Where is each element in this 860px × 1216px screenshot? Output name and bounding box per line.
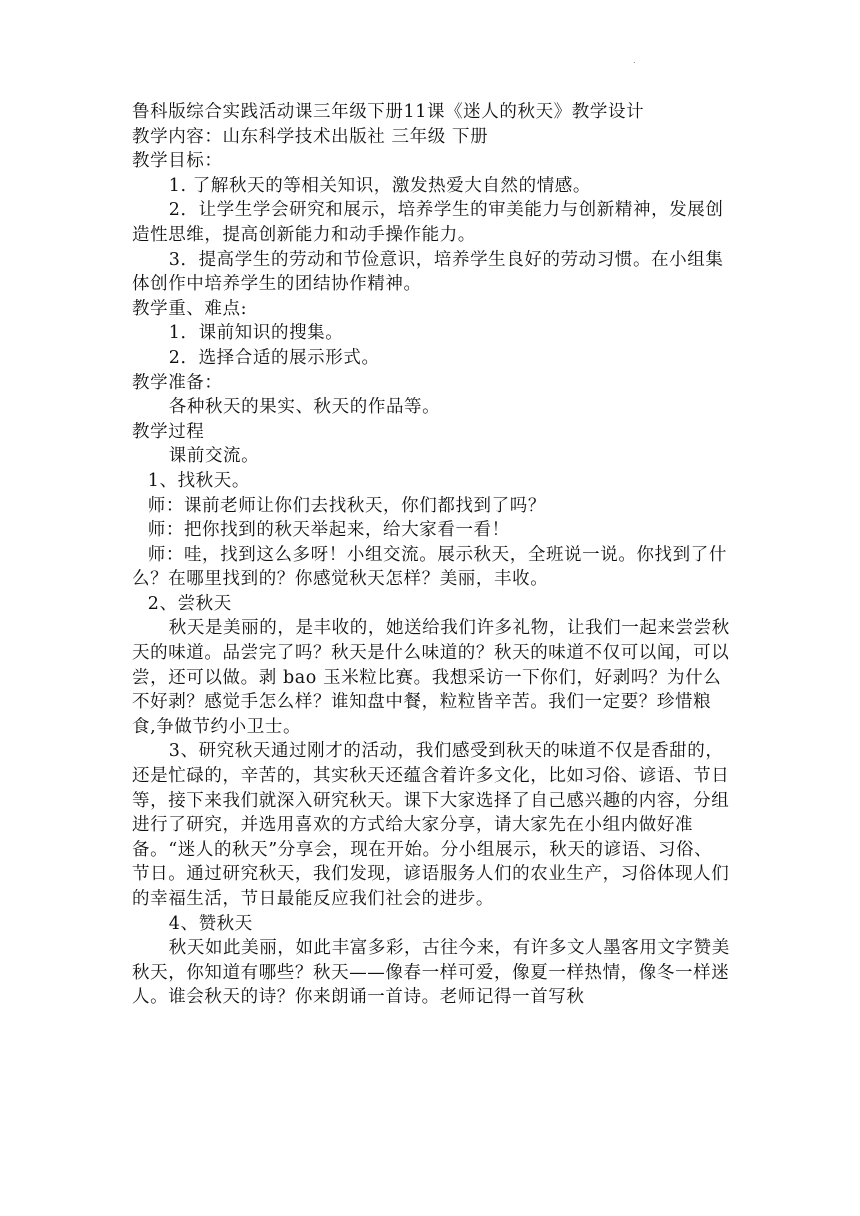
section-paragraph: 秋天是美丽的，是丰收的，她送给我们许多礼物，让我们一起来尝尝秋天的味道。品尝完了吗？秋天是什么味道的？秋天的味道不仅可以闻，可以尝，还可以做。剥 bao 玉米粒比赛。我想采访一下你们，好剥吗？为什么不好剥？感觉手怎么样？谁知盘中餐，粒粒皆辛苦。我们一定要？珍惜粮食,争做节约小卫士。 (132, 618, 730, 737)
dialogue-line: 师：哇，找到这么多呀！小组交流。展示秋天，全班说一说。你找到了什么？在哪里找到的？你感觉秋天怎样？美丽，丰收。 (132, 544, 727, 590)
section-title: 1、找秋天。 (147, 470, 250, 491)
section-paragraph: 秋天如此美丽，如此丰富多彩，古往今来，有许多文人墨客用文字赞美秋天，你知道有哪些？秋天——像春一样可爱，像夏一样热情，像冬一样迷人。谁会秋天的诗？你来朗诵一首诗。老师记得一首写秋 (132, 938, 730, 1008)
preparation-text: 各种秋天的果实、秋天的作品等。 (168, 397, 441, 418)
dialogue-line: 师：课前老师让你们去找秋天，你们都找到了吗？ (147, 495, 546, 516)
key-point-item: 2．选择合适的展示形式。 (168, 347, 380, 368)
objective-item: 2．让学生学会研究和展示，培养学生的审美能力与创新精神，发展创造性思维，提高创新能力和动手操作能力。 (132, 200, 724, 245)
section-paragraph: 3、研究秋天通过刚才的活动，我们感受到秋天的味道不仅是香甜的，还是忙碌的，辛苦的，其实秋天还蕴含着许多文化，比如习俗、谚语、节日等，接下来我们就深入研究秋天。课下大家选择了自己感兴趣的内容，分组进行了研究，并选用喜欢的方式给大家分享，请大家先在小组内做好准备。“迷人的秋天”分享会，现在开始。分小组展示，秋天的谚语、习俗、节日。通过研究秋天，我们发现，谚语服务人们的农业生产，习俗体现人们的幸福生活，节日最能反应我们社会的进步。 (132, 741, 730, 909)
process-heading: 教学过程 (132, 421, 205, 442)
dialogue-line: 师：把你找到的秋天举起来，给大家看一看！ (147, 520, 510, 541)
key-point-item: 1．课前知识的搜集。 (168, 323, 344, 344)
objective-item: 3．提高学生的劳动和节俭意识，培养学生良好的劳动习惯。在小组集体创作中培养学生的团结协作精神。 (132, 249, 724, 295)
pre-class-text: 课前交流。 (168, 446, 260, 467)
section-title: 4、赞秋天 (168, 913, 253, 934)
lesson-plan-body (132, 100, 730, 1010)
teaching-content-line: 教学内容：山东科学技术出版社 三年级 下册 (132, 126, 489, 147)
objective-item: 1. 了解秋天的等相关知识，激发热爱大自然的情感。 (168, 175, 592, 196)
preparation-heading: 教学准备： (132, 372, 223, 393)
objectives-heading: 教学目标： (132, 151, 223, 172)
section-title: 2、尝秋天 (147, 593, 232, 614)
document-title: 鲁科版综合实践活动课三年级下册11课《迷人的秋天》教学设计 (132, 102, 645, 122)
key-points-heading: 教学重、难点: (132, 298, 248, 319)
corner-mark: . (633, 56, 636, 65)
